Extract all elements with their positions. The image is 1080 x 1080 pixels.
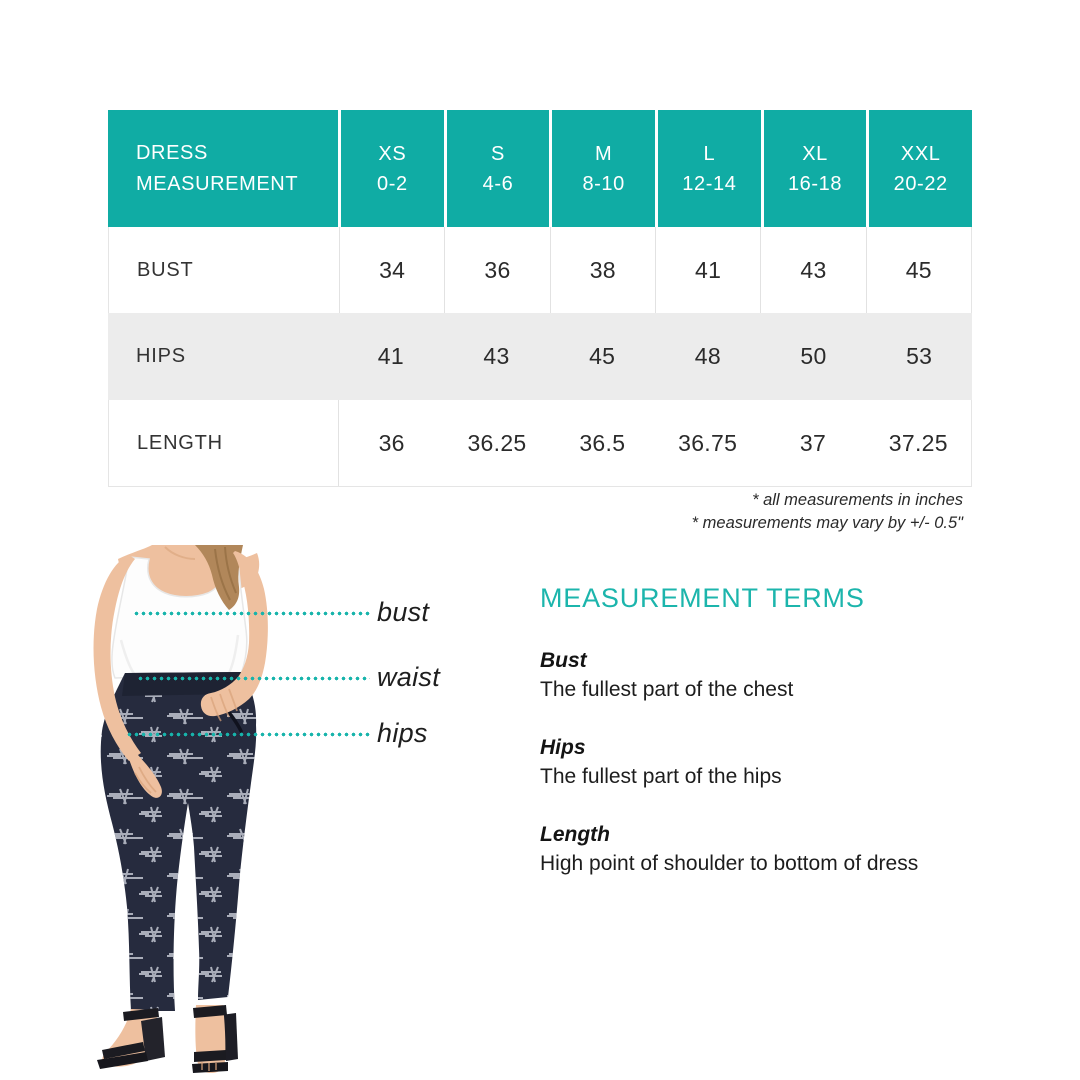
hips-xs: 41 [377,343,404,369]
hips-s: 43 [483,343,510,369]
model-right-foot [192,1005,238,1073]
header-cell-xl [761,110,867,227]
header-cell-l [655,110,761,227]
header-label-line2: MEASUREMENT [136,172,299,195]
model-left-foot [97,1008,165,1069]
bust-s: 36 [444,227,549,313]
row-label: BUST [137,258,194,281]
hips-xl: 50 [800,343,827,369]
header-cell-xxl [866,110,972,227]
bust-xs: 34 [339,227,444,313]
hips-xxl: 53 [906,343,933,369]
footnote-inches: * all measurements in inches [752,491,963,509]
header-label-line1: DRESS [136,141,208,164]
measurement-terms-heading: MEASUREMENT TERMS [540,583,865,613]
term-definition: The fullest part of the hips [540,765,782,788]
term-item-bust [540,648,980,703]
term-name: Bust [540,649,587,672]
term-item-length [540,822,980,877]
model-photo [45,545,345,1080]
waist-line-label: waist [377,662,441,692]
length-xs: 36 [378,429,405,456]
term-item-hips [540,735,980,790]
header-cell-xs [338,110,444,227]
size-range: 20-22 [893,172,948,195]
hips-m: 45 [589,343,616,369]
term-definition: The fullest part of the chest [540,678,794,701]
hips-dotted-line [127,732,370,737]
length-s: 36.25 [467,429,527,456]
waist-dotted-line [138,676,370,681]
table-row-hips [108,313,972,400]
header-cell-m [549,110,655,227]
size-code: XXL [900,142,941,165]
size-code: S [491,142,505,165]
table-row-bust [108,227,972,313]
length-l: 36.75 [678,429,738,456]
length-xxl: 37.25 [888,429,948,456]
size-range: 4-6 [482,172,514,195]
size-range: 12-14 [682,172,737,195]
bust-line-label: bust [377,597,430,627]
size-code: XL [802,142,828,165]
length-xl: 37 [799,429,827,456]
bust-l: 41 [655,227,760,313]
table-row-length [108,400,972,487]
hips-l: 48 [694,343,721,369]
bust-xl: 43 [760,227,865,313]
size-code: XS [378,142,407,165]
term-name: Length [540,823,610,846]
footnote-variance: * measurements may vary by +/- 0.5" [691,514,963,532]
term-name: Hips [540,736,586,759]
model-illustration [45,545,345,1080]
measurement-terms-section [540,583,980,909]
size-code: M [595,142,613,165]
row-label: HIPS [136,345,186,367]
size-range: 8-10 [582,172,625,195]
size-range: 0-2 [376,172,408,195]
bust-xxl: 45 [866,227,971,313]
size-chart-table [108,110,972,487]
row-label: LENGTH [109,400,339,486]
table-header-row [108,110,972,227]
table-footnotes [692,489,963,535]
term-definition: High point of shoulder to bottom of dress [540,852,919,875]
size-code: L [703,142,716,165]
bust-m: 38 [550,227,655,313]
hips-line-label: hips [377,718,428,748]
header-cell-dress-measurement [108,110,338,227]
size-range: 16-18 [787,172,843,195]
header-cell-s [444,110,550,227]
bust-dotted-line [134,611,370,616]
length-m: 36.5 [579,429,626,456]
